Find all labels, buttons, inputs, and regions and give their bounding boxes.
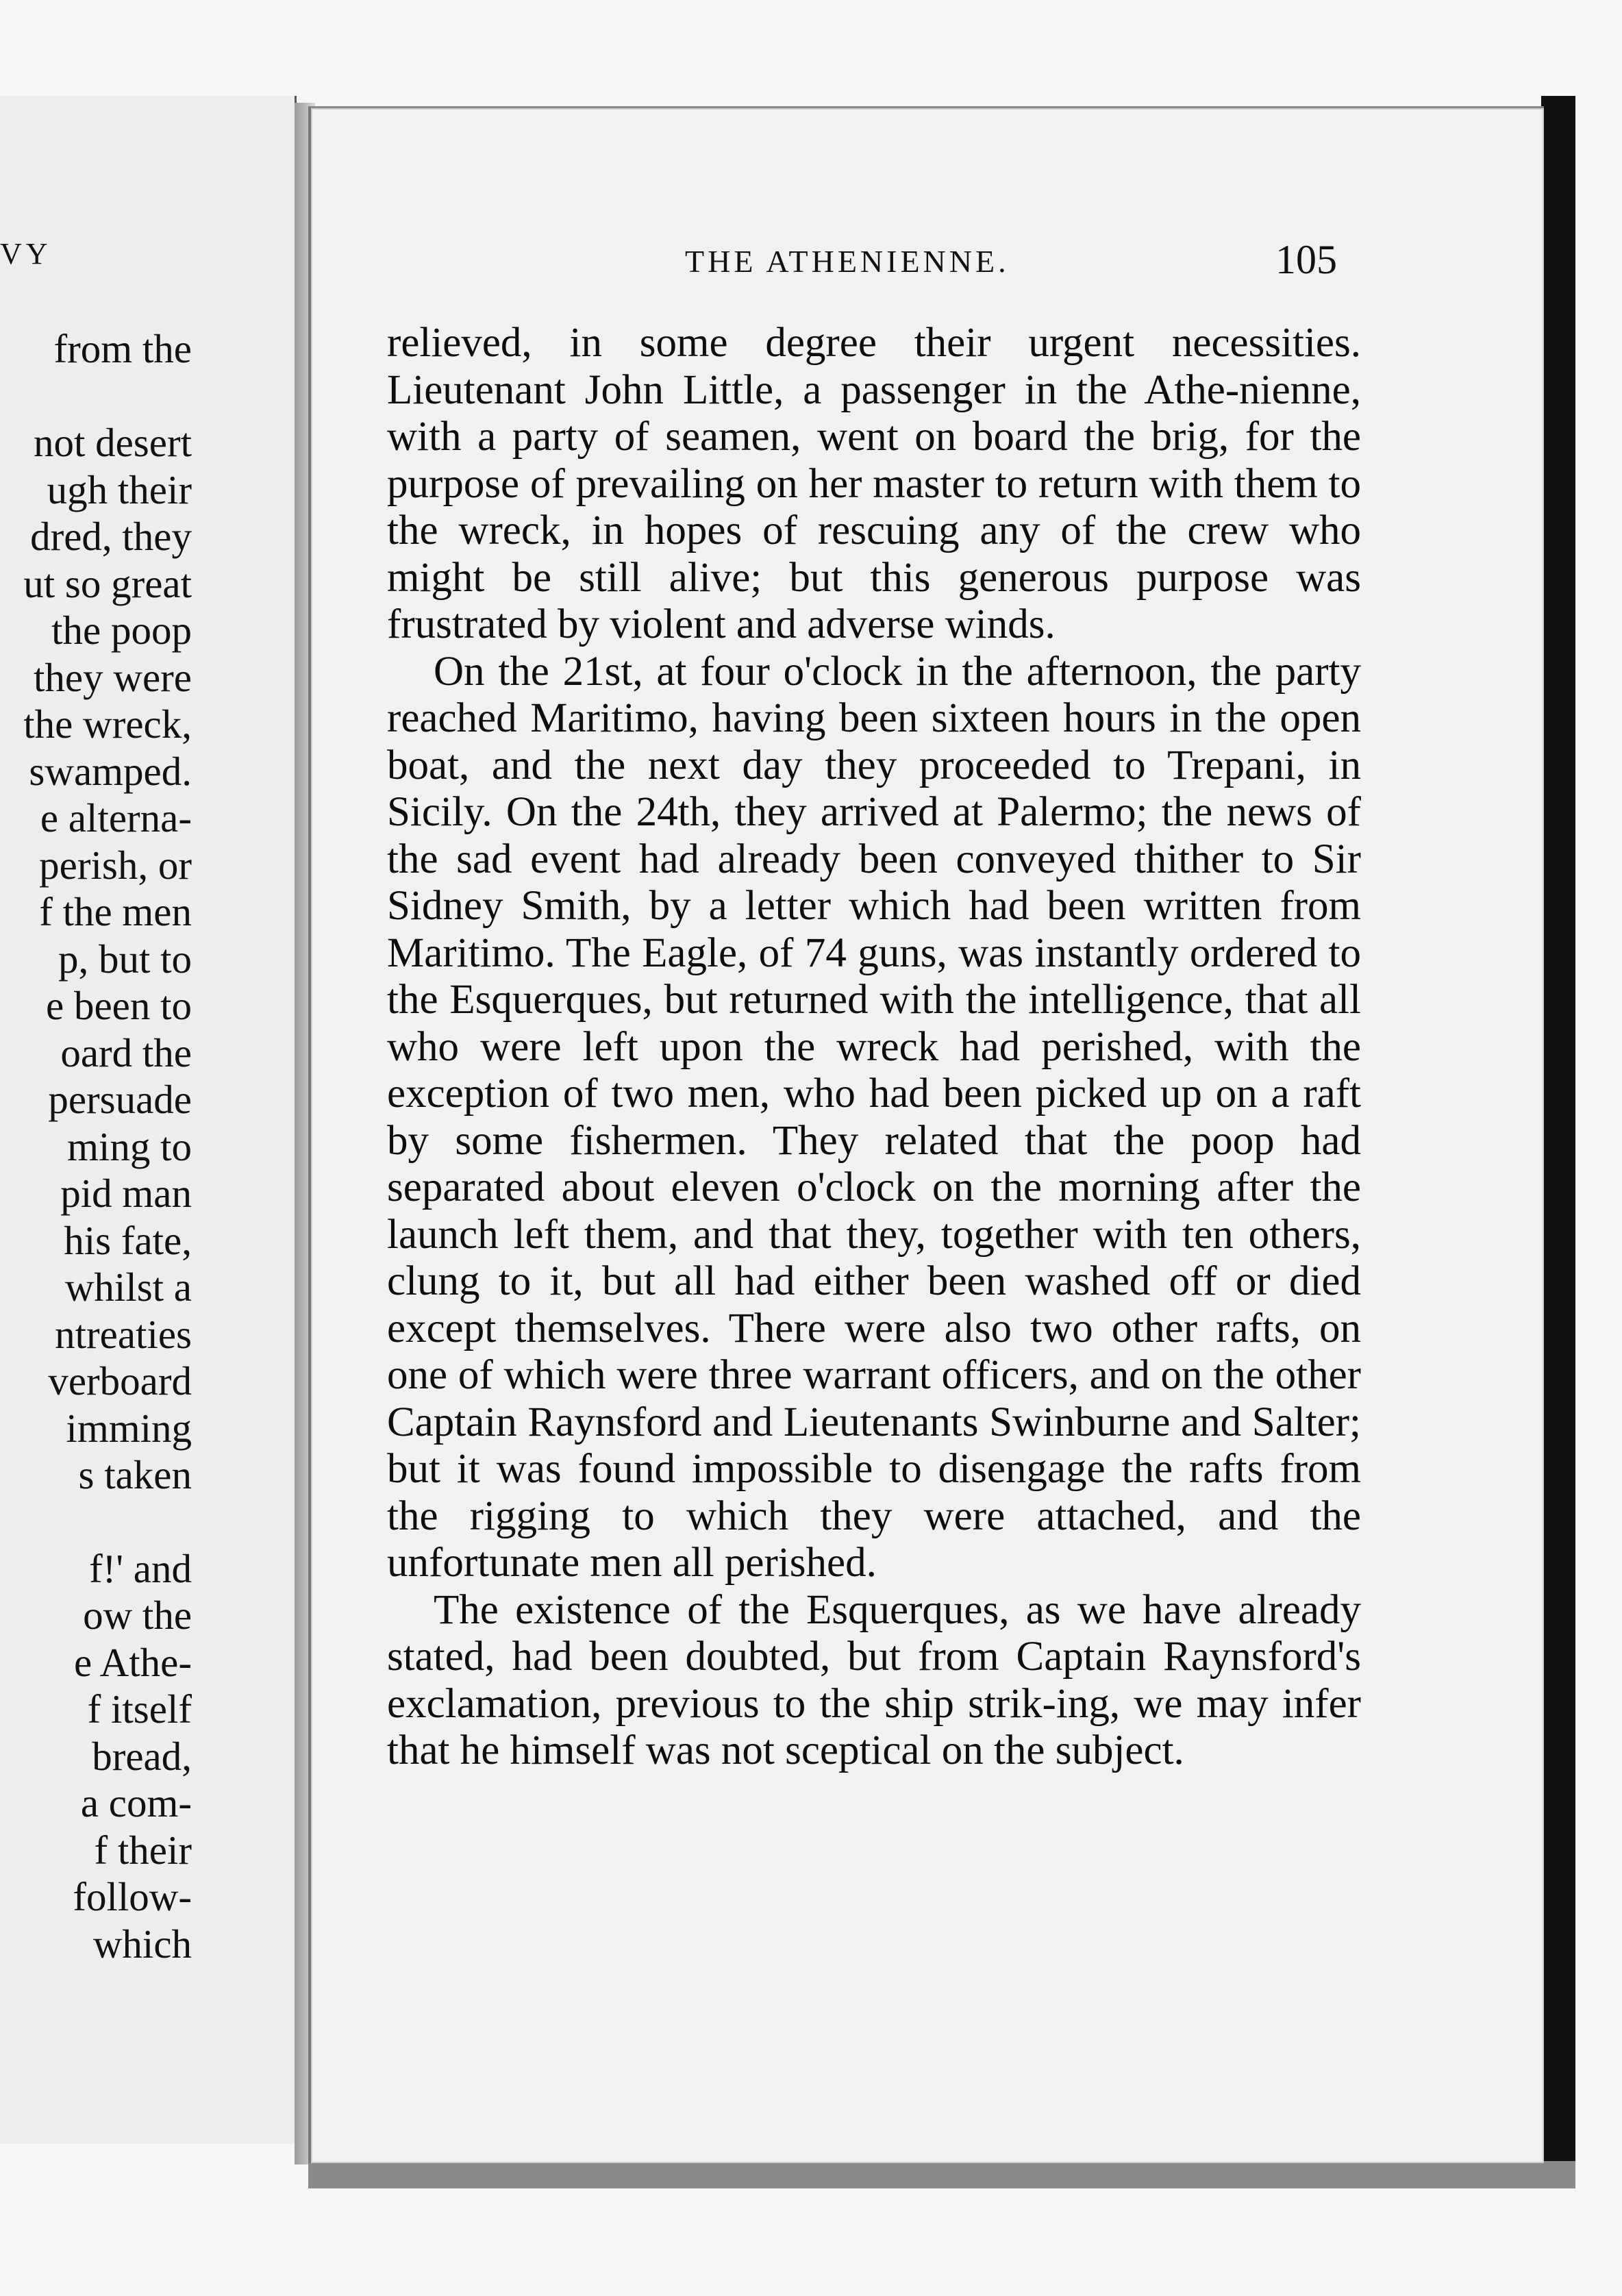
facing-page-line: bread, xyxy=(92,1733,192,1779)
facing-page-line: ow the xyxy=(83,1593,192,1638)
facing-page-line: s taken xyxy=(78,1452,192,1497)
facing-page-text xyxy=(23,325,192,1967)
facing-page-line: ming to xyxy=(67,1123,192,1169)
facing-page-line xyxy=(23,373,192,420)
facing-page-left xyxy=(0,96,297,2144)
facing-page-running-head: VY xyxy=(0,237,52,271)
facing-page-line: follow- xyxy=(73,1874,192,1919)
facing-page-line: persuade xyxy=(48,1077,192,1122)
facing-page-line: e been to xyxy=(46,983,192,1028)
paragraph: relieved, in some degree their urgent necessities. Lieutenant John Little, a passenger in the Athe-nienne, with a party of seamen, went on board the brig, for the purpose of prevailing on her master to return with them to the wreck, in hopes of rescuing any of the crew who might be still alive; but this generous purpose was frustrated by violent and adverse winds. xyxy=(387,320,1361,647)
facing-page-line: f!' and xyxy=(89,1545,192,1591)
facing-page-line: f their xyxy=(94,1827,192,1873)
facing-page-line: the wreck, xyxy=(23,701,192,747)
facing-page-line: his fate, xyxy=(64,1217,192,1263)
running-head: THE ATHENIENNE. xyxy=(685,244,1010,279)
facing-page-line: f the men xyxy=(39,889,192,934)
facing-page-line: whilst a xyxy=(64,1264,192,1310)
facing-page-line: dred, they xyxy=(30,514,192,559)
page-body-text xyxy=(387,320,1361,1775)
facing-page-line: pid man xyxy=(60,1171,192,1216)
facing-page-line: verboard xyxy=(48,1358,192,1403)
facing-page-line: the poop xyxy=(51,608,192,653)
facing-page-line: not desert xyxy=(33,420,192,465)
facing-page-line: swamped. xyxy=(29,748,192,794)
facing-page-line: perish, or xyxy=(39,842,192,888)
facing-page-line: p, but to xyxy=(58,936,192,982)
page-bottom-edge xyxy=(308,2161,1575,2188)
facing-page-line: ugh their xyxy=(47,466,192,512)
page-number: 105 xyxy=(1275,237,1337,282)
paragraph: On the 21st, at four o'clock in the afternoon, the party reached Maritimo, having been sixteen hours in the open boat, and the next day they proceeded to Trepani, in Sicily. On the 24th, they arrived at Palermo; the news of the sad event had already been conveyed thither to Sir Sidney Smith, by a letter which had been written from Maritimo. The Eagle, of 74 guns, was instantly ordered to the Esquerques, but returned with the intelligence, that all who were left upon the wreck had perished, with the exception of two men, who had been picked up on a raft by some fishermen. They related that the poop had separated about eleven o'clock on the morning after the launch left them, and that they, together with ten others, clung to it, but all had either been washed off or died except themselves. There were also two other rafts, on one of which were three warrant officers, and on the other Captain Raynsford and Lieutenants Swinburne and Salter; but it was found impossible to disengage the rafts from the rigging to which they were attached, and the unfortunate men all perished. xyxy=(387,648,1361,1586)
facing-page-line: ut so great xyxy=(23,560,192,606)
facing-page-line: oard the xyxy=(60,1030,192,1075)
facing-page-line: which xyxy=(92,1921,192,1967)
facing-page-line: f itself xyxy=(87,1686,192,1732)
paragraph: The existence of the Esquerques, as we have already stated, had been doubted, but from Captain Raynsford's exclamation, previous to the ship strik-ing, we may infer that he himself was not sceptical on the subject. xyxy=(387,1586,1361,1773)
facing-page-line: from the xyxy=(53,326,192,371)
facing-page-line: they were xyxy=(34,654,192,700)
facing-page-line: a com- xyxy=(80,1780,192,1825)
page-edge-shadow xyxy=(1541,96,1575,2178)
facing-page-line: e Athe- xyxy=(73,1639,192,1685)
facing-page-line: e alterna- xyxy=(40,795,192,840)
facing-page-line: imming xyxy=(66,1405,192,1451)
facing-page-line: ntreaties xyxy=(55,1311,192,1357)
